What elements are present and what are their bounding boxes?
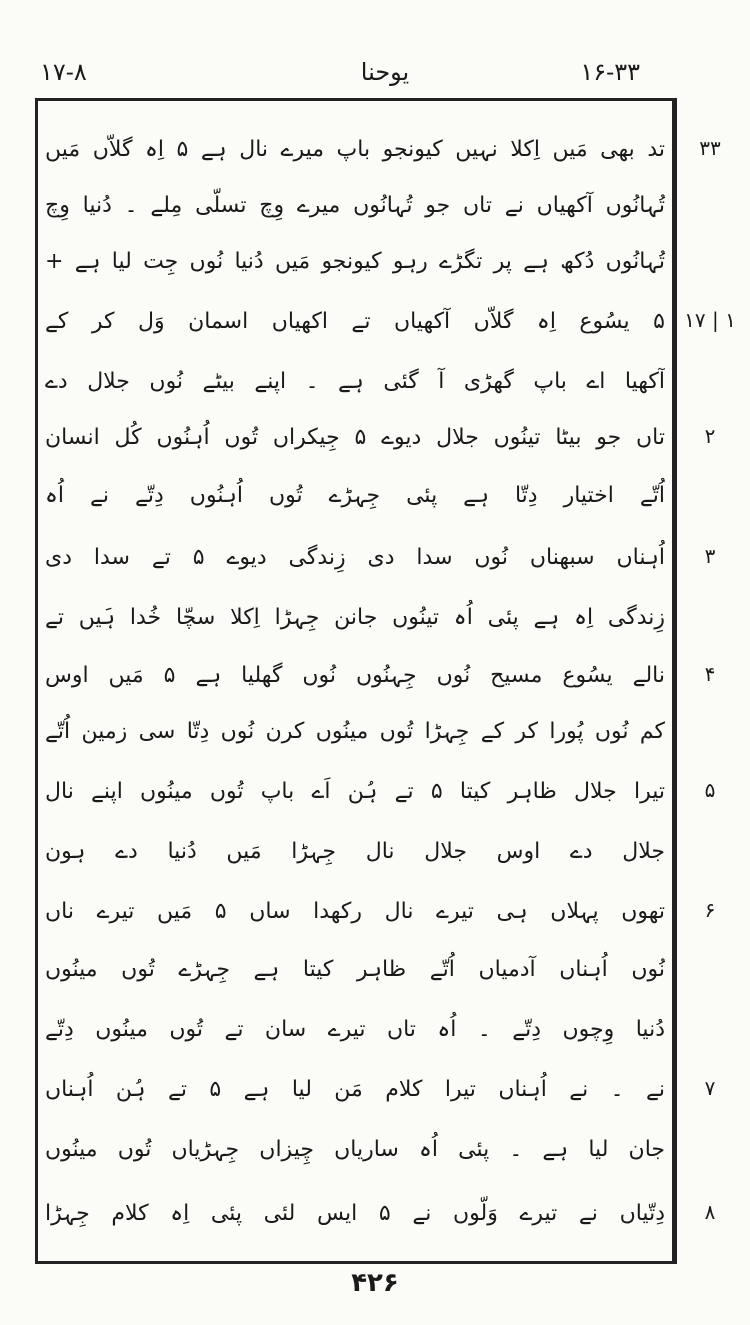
text-line: نالے یسُوع مسیح نُوں جِہنُوں نُوں گھلیا ہے ۵ مَیں اوس [45,663,665,688]
text-line: نے ۔ نے اُہناں تیرا کلام مَن لیا ہے ۵ تے ہُن اُہناں [45,1077,665,1102]
text-line: دِتّیاں نے تیرے وَلّوں نے ۵ ایس لئی پئی اِہ کلام جِہڑا [45,1201,665,1226]
page-number: ۴۲۶ [351,1268,399,1298]
text-line: اُہناں سبھناں نُوں سدا دی زِندگی دیوے ۵ تے سدا دی [45,545,665,570]
header-chapter-range-right: ۱۶-۳۳ [580,58,640,86]
text-line: تیرا جلال ظاہر کیتا ۵ تے ہُن اَے باپ تُوں مینُوں اپنے نال [45,779,665,804]
verse-number: ۷ [704,1076,716,1100]
text-line: دُنیا وِچوں دِتّے ۔ اُہ تاں تیرے سان تے تُوں مینُوں دِتّے [45,1017,665,1042]
verse-number: ۳ [704,544,716,568]
header-book-title: یوحنا [360,58,410,86]
verse-number: ۴ [704,662,716,686]
verse-number: ۲ [704,424,716,448]
text-line: جان لیا ہے ۔ پئی اُہ ساریاں چِیزاں جِہڑیاں تُوں مینُوں [45,1137,665,1162]
verse-number: ۳۳ [699,136,721,160]
verse-number: ۸ [704,1200,716,1224]
verse-number: ۱۷ | ۱ [684,308,736,332]
text-line: تُہانُوں آکھیاں نے تاں جو تُہانُوں میرے وِچ تسلّی مِلے ۔ دُنیا وِچ [45,193,665,218]
header-chapter-range-left: ۱۷-۸ [40,58,87,86]
text-line: تد بھی مَیں اِکلا نہیں کیونجو باپ میرے نال ہے ۵ اِہ گلاّں مَیں [45,137,665,162]
text-line: جلال دے اوس جلال نال جِہڑا مَیں دُنیا دے ہون [45,839,665,864]
text-line: کم نُوں پُورا کر کے جِہڑا تُوں مینُوں کرن نُوں دِتّا سی زمین اُتّے [45,719,665,744]
text-line: اُتّے اختیار دِتّا ہے پئی جِہڑے تُوں اُہنُوں دِتّے نے اُہ [45,483,665,508]
text-line: تُہانُوں دُکھ ہے پر تگڑے رہو کیونجو مَیں دُنیا نُوں جِت لیا ہے + [45,249,665,274]
text-line: آکھیا اے باپ گھڑی آ گئی ہے ۔ اپنے بیٹے نُوں جلال دے [45,369,665,394]
text-line: زِندگی اِہ ہے پئی اُہ تینُوں جانن جِہڑا اِکلا سچّا خُدا ہَیں تے [45,605,665,630]
text-line: تھوں پہلاں ہی تیرے نال رکھدا ساں ۵ مَیں تیرے ناں [45,899,665,924]
text-line: ۵ یسُوع اِہ گلاّں آکھیاں تے اکھیاں اسمان وَل کر کے [45,309,665,334]
text-line: نُوں اُہناں آدمیاں اُتّے ظاہر کیتا ہے جِہڑے تُوں مینُوں [45,957,665,982]
verse-number: ۵ [704,778,716,802]
text-line: تاں جو بیٹا تینُوں جلال دیوے ۵ جِیکراں تُوں اُہنُوں کُل انسان [45,425,665,450]
verse-number: ۶ [704,898,716,922]
